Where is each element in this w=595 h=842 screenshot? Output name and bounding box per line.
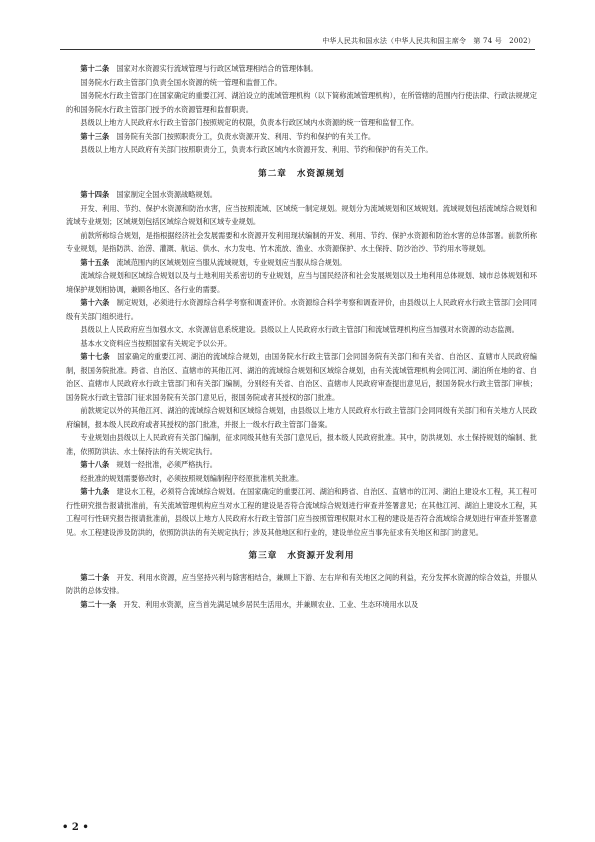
chapter-number: 第三章	[248, 551, 278, 561]
article-paragraph	[66, 472, 537, 486]
paragraph-text: 制定规划，必须进行水资源综合科学考察和调查评价。水资源综合科学考察和调查评价，由县级以上人民政府水行政主管部门会同同级有关部门组织进行。	[66, 298, 537, 321]
chapter-title: 水资源规划	[296, 168, 345, 179]
paragraph-text: 规划一经批准，必须严格执行。	[109, 460, 217, 469]
chapter-number: 第二章	[258, 168, 287, 179]
article-paragraph	[66, 202, 537, 229]
running-header	[60, 36, 535, 50]
article-paragraph	[66, 296, 537, 323]
paragraph-text: 建设水工程，必须符合流域综合规划。在国家确定的重要江河、湖泊和跨省、自治区、直辖市的江河、湖泊上建设水工程，其工程可行性研究报告报请批准前，有关流域管理机构应当对水工程的建设是否符合流域综合规划进行审查并签署意见；在其他江河、湖泊上建设水工程，其工程可行性研究报告报请批准前，县级以上地方人民政府水行政主管部门应当按照管理权限对水工程的建设是否符合流域综合规划进行审查并签署意见。水工程建设涉及防洪的，依照防洪法的有关规定执行；涉及其他地区和行业的，建设单位应当事先征求有关地区和部门的意见。	[66, 487, 537, 537]
article-number: 第十七条	[80, 352, 110, 361]
article-number: 第十九条	[80, 487, 110, 496]
article-number: 第十四条	[80, 190, 110, 199]
article-number: 第二十条	[80, 572, 110, 582]
paragraph-text: 流域综合规划和区域综合规划以及与土地利用关系密切的专业规划，应当与国民经济和社会发展规划以及土地利用总体规划、城市总体规划和环境保护规划相协调，兼顾各地区、各行业的需要。	[66, 271, 537, 294]
paragraph-text: 县级以上地方人民政府水行政主管部门按照规定的权限，负责本行政区域内水资源的统一管理和监督工作。	[80, 118, 419, 127]
paragraph-text: 前款所称综合规划，是指根据经济社会发展需要和水资源开发利用现状编制的开发、利用、节约、保护水资源和防治水害的总体部署。前款所称专业规划，是指防洪、治涝、灌溉、航运、供水、水力发电、竹木流放、渔业、水资源保护、水土保持、防沙治沙、节约用水等规划。	[66, 230, 537, 253]
paragraph-text: 国家对水资源实行流域管理与行政区域管理相结合的管理体制。	[109, 64, 318, 73]
article-paragraph	[66, 571, 537, 598]
article-paragraph	[66, 76, 537, 90]
paragraph-text: 基本水文资料应当按照国家有关规定予以公开。	[80, 338, 232, 348]
article-paragraph	[66, 350, 537, 404]
article-paragraph	[66, 598, 537, 612]
article-number: 第十六条	[80, 298, 110, 307]
article-paragraph	[66, 485, 537, 539]
article-paragraph	[66, 256, 537, 270]
article-number: 第十八条	[80, 460, 110, 469]
paragraph-text: 流域范围内的区域规划应当服从流域规划，专业规划应当服从综合规划。	[109, 257, 347, 267]
article-paragraph	[66, 130, 537, 144]
paragraph-text: 前款规定以外的其他江河、湖泊的流域综合规划和区域综合规划，由县级以上地方人民政府水行政主管部门会同同级有关部门和有关地方人民政府编制，报本级人民政府或者其授权的部门批准，并报上一级水行政主管部门备案。	[66, 406, 537, 429]
chapter-heading	[66, 550, 537, 564]
article-paragraph	[66, 229, 537, 256]
paragraph-text: 国务院水行政主管部门负责全国水资源的统一管理和监督工作。	[80, 77, 282, 87]
paragraph-text: 开发、利用水资源，应当坚持兴利与除害相结合，兼顾上下游、左右岸和有关地区之间的利益，充分发挥水资源的综合效益，并服从防洪的总体安排。	[66, 572, 537, 595]
article-paragraph	[66, 269, 537, 296]
article-paragraph	[66, 323, 537, 337]
document-body	[66, 62, 537, 611]
paragraph-text: 专业规划由县级以上人民政府有关部门编制，征求同级其他有关部门意见后，报本级人民政府批准。其中，防洪规划、水土保持规划的编制、批准，依照防洪法、水土保持法的有关规定执行。	[66, 433, 537, 456]
article-paragraph	[66, 116, 537, 130]
paragraph-text: 县级以上地方人民政府有关部门按照职责分工，负责本行政区域内水资源开发、利用、节约和保护的有关工作。	[80, 145, 433, 154]
paragraph-text: 国务院有关部门按照职责分工，负责水资源开发、利用、节约和保护的有关工作。	[109, 131, 376, 141]
paragraph-text: 国家制定全国水资源战略规划。	[109, 190, 217, 199]
article-number: 第十三条	[80, 131, 110, 141]
article-paragraph	[66, 404, 537, 431]
chapter-heading	[66, 168, 537, 182]
article-paragraph	[66, 62, 537, 76]
article-paragraph	[66, 188, 537, 202]
chapter-title: 水资源开发利用	[287, 551, 355, 561]
article-number: 第二十一条	[80, 599, 117, 609]
paragraph-text: 国务院水行政主管部门在国家确定的重要江河、湖泊设立的流域管理机构（以下简称流域管理机构），在所管辖的范围内行使法律、行政法规规定的和国务院水行政主管部门授予的水资源管理和监督职责。	[66, 91, 537, 114]
paragraph-text: 经批准的规划需要修改时，必须按照规划编制程序经原批准机关批准。	[80, 473, 304, 483]
article-paragraph	[66, 143, 537, 157]
running-header-text: 中华人民共和国水法（中华人民共和国主席令 第 74 号 2002）	[322, 37, 535, 45]
article-paragraph	[66, 89, 537, 116]
article-number: 第十五条	[80, 257, 110, 267]
paragraph-text: 开发、利用水资源，应当首先满足城乡居民生活用水，并兼顾农业、工业、生态环境用水以及	[116, 599, 419, 609]
article-paragraph	[66, 337, 537, 351]
article-paragraph	[66, 431, 537, 458]
paragraph-text: 国家确定的重要江河、湖泊的流域综合规划，由国务院水行政主管部门会同国务院有关部门和有关省、自治区、直辖市人民政府编制，报国务院批准。跨省、自治区、直辖市的其他江河、湖泊的流域综合规划和区域综合规划，由有关流域管理机构会同江河、湖泊所在地的省、自治区、直辖市人民政府水行政主管部门和有关部门编制，分别经有关省、自治区、直辖市人民政府审查提出意见后，报国务院水行政主管部门审核；国务院水行政主管部门征求国务院有关部门意见后，报国务院或者其授权的部门批准。	[66, 352, 537, 402]
paragraph-text: 开发、利用、节约、保护水资源和防治水害，应当按照流域、区域统一制定规划。规划分为流域规划和区域规划。流域规划包括流域综合规划和流域专业规划；区域规划包括区域综合规划和区域专业规划。	[66, 203, 537, 226]
article-paragraph	[66, 458, 537, 472]
paragraph-text: 县级以上人民政府应当加强水文、水资源信息系统建设。县级以上人民政府水行政主管部门和流域管理机构应当加强对水资源的动态监测。	[80, 325, 519, 334]
article-number: 第十二条	[80, 64, 110, 73]
page-number: • 2 •	[62, 822, 89, 833]
